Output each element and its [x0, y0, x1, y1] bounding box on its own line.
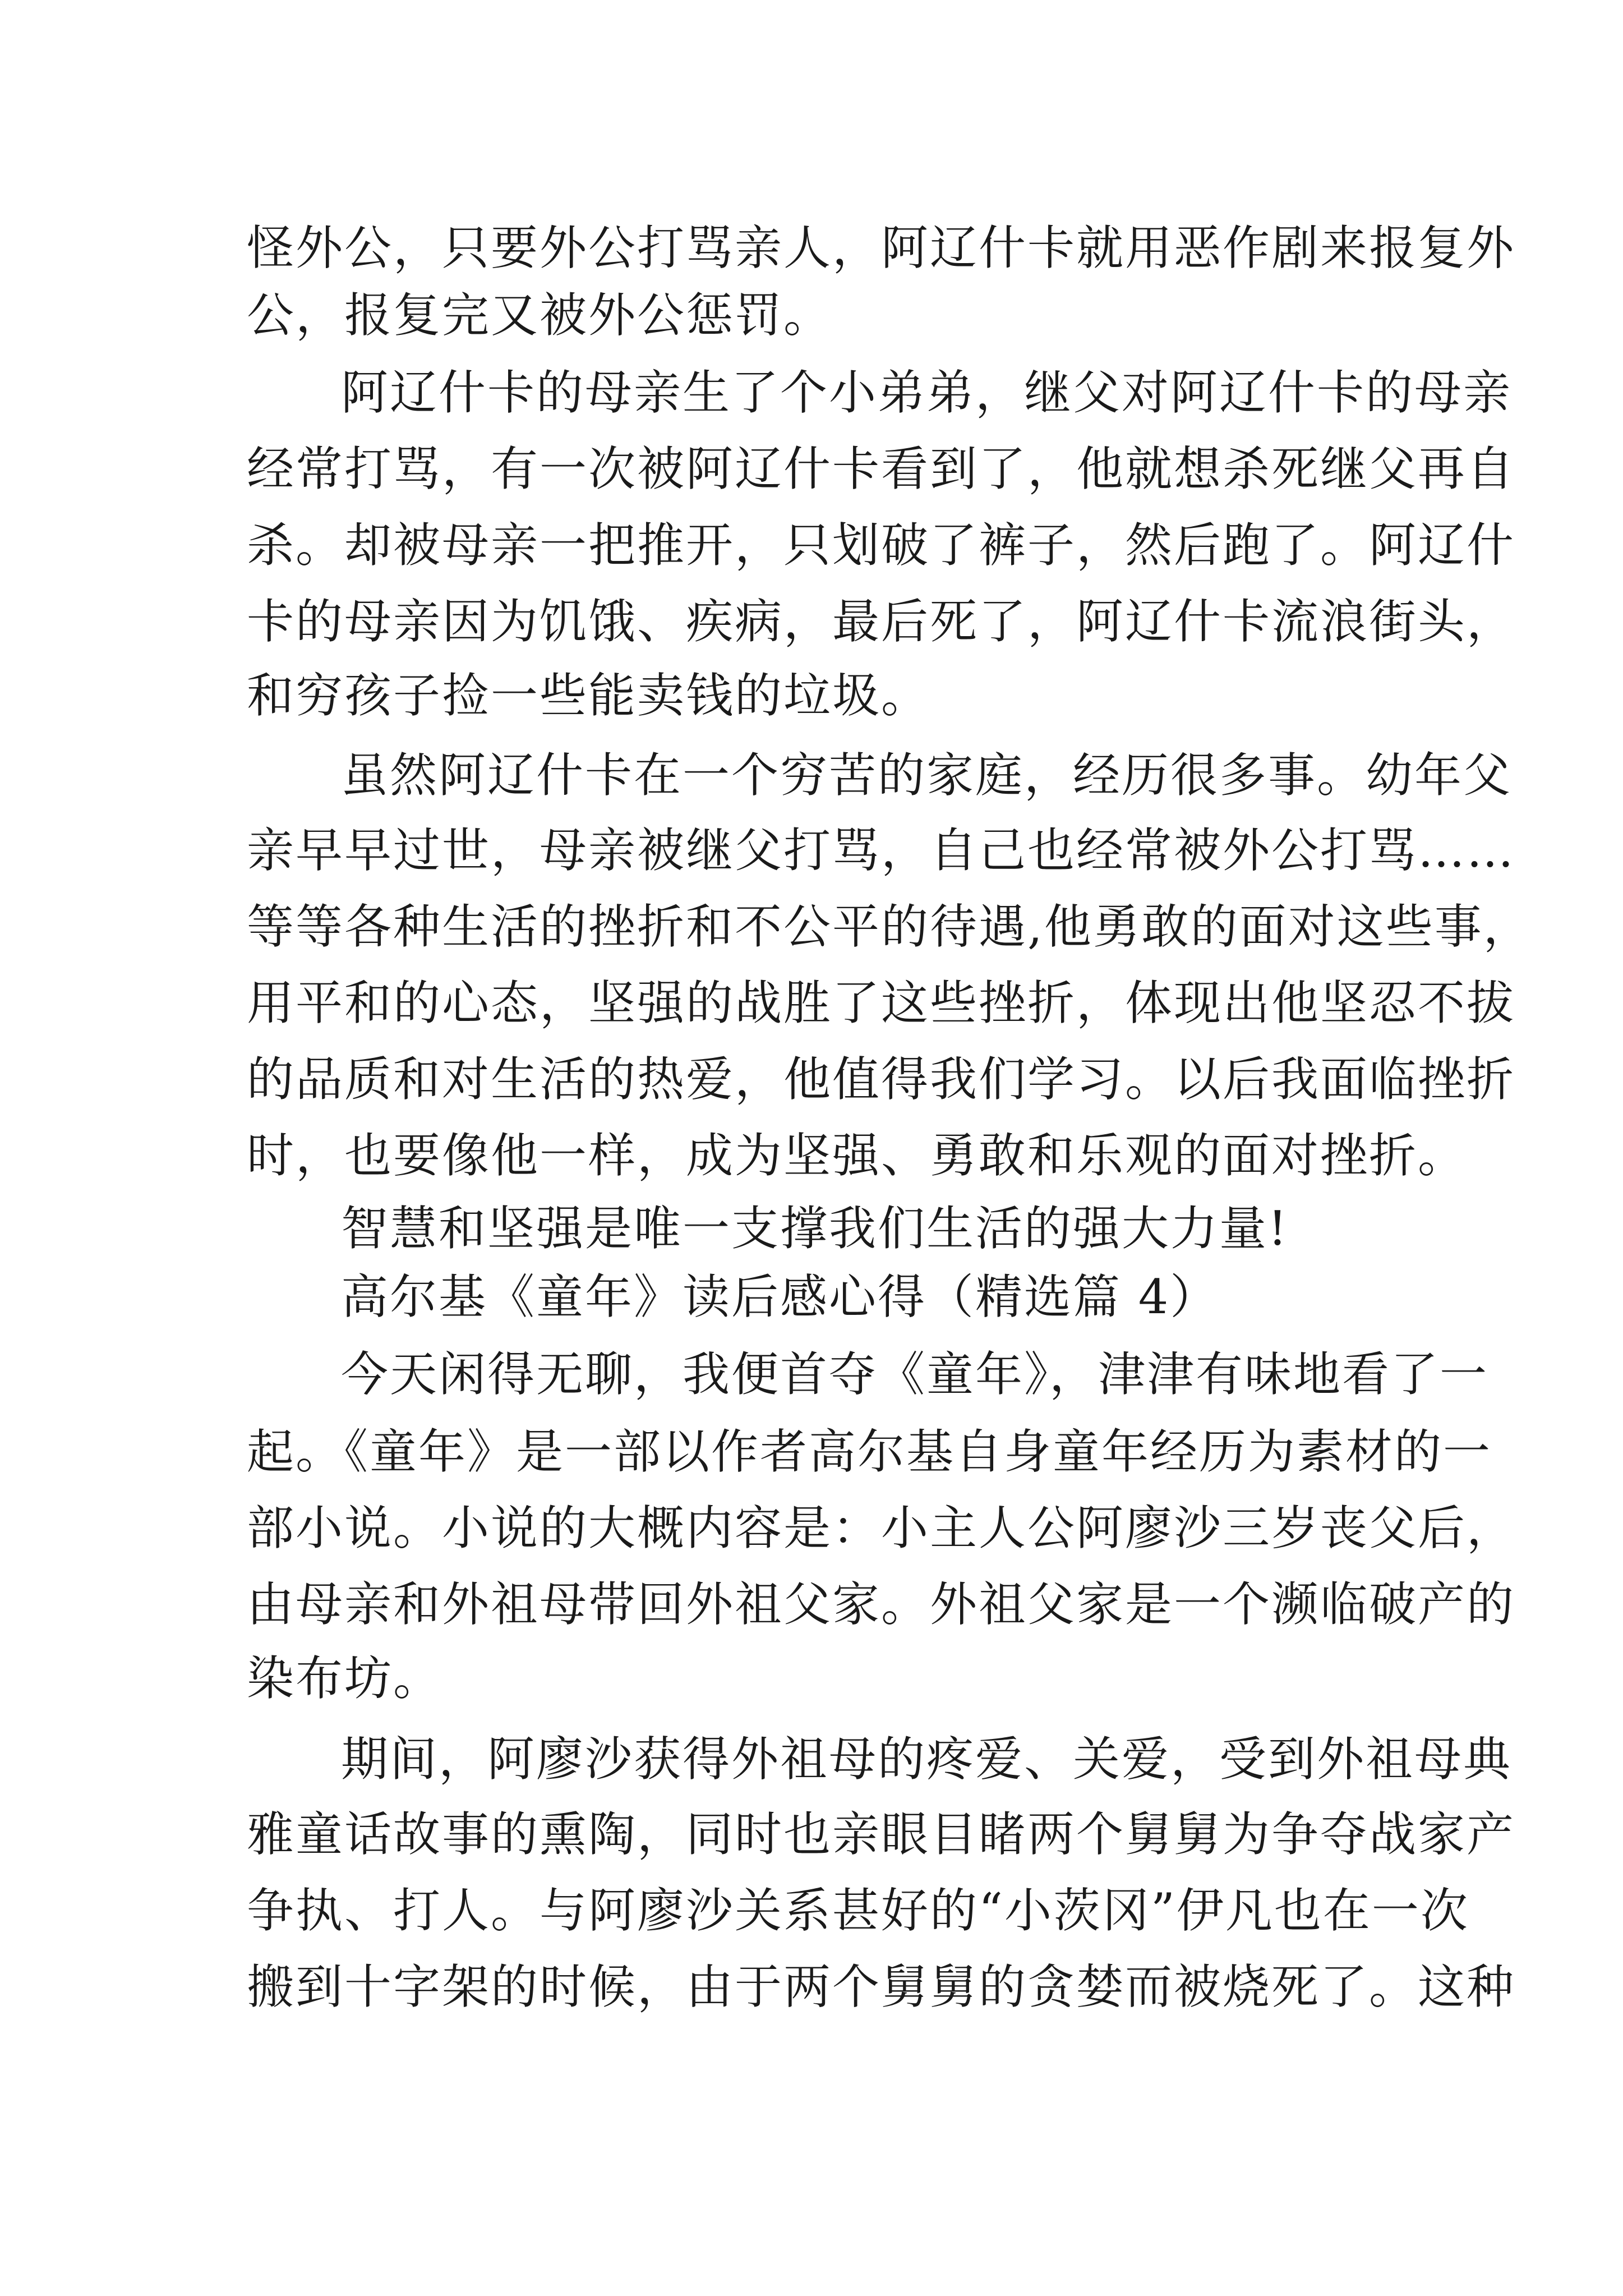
- paragraph-first-line: 智慧和坚强是唯一支撑我们生活的强大力量!: [341, 1201, 1289, 1256]
- text-line: 杀。却被母亲一把推开，只划破了裤子，然后跑了。阿辽什: [247, 518, 1516, 573]
- text-line: 争执、打人。与阿廖沙关系甚好的“小茨冈”伊凡也在一次: [247, 1883, 1469, 1938]
- text-line: 和穷孩子捡一些能卖钱的垃圾。: [247, 668, 930, 723]
- text-line: 部小说。小说的大概内容是：小主人公阿廖沙三岁丧父后，: [247, 1501, 1516, 1556]
- paragraph-first-line: 阿辽什卡的母亲生了个小弟弟，继父对阿辽什卡的母亲: [341, 365, 1513, 420]
- text-line: 搬到十字架的时候，由于两个舅舅的贪婪而被烧死了。这种: [247, 1959, 1516, 2014]
- paragraph-first-line: 虽然阿辽什卡在一个穷苦的家庭，经历很多事。幼年父: [341, 748, 1513, 803]
- text-line: 染布坊。: [247, 1651, 442, 1706]
- text-line: 由母亲和外祖母带回外祖父家。外祖父家是一个濒临破产的: [247, 1577, 1516, 1632]
- section-heading: 高尔基《童年》读后感心得（精选篇 4）: [341, 1269, 1219, 1324]
- text-line: 等等各种生活的挫折和不公平的待遇,他勇敢的面对这些事，: [247, 899, 1532, 954]
- text-line: 亲早早过世，母亲被继父打骂，自己也经常被外公打骂……: [247, 823, 1516, 878]
- text-line: 时，也要像他一样，成为坚强、勇敢和乐观的面对挫折。: [247, 1128, 1467, 1183]
- text-line: 经常打骂，有一次被阿辽什卡看到了，他就想杀死继父再自: [247, 441, 1516, 496]
- text-line: 卡的母亲因为饥饿、疾病，最后死了，阿辽什卡流浪街头，: [247, 594, 1516, 649]
- paragraph-first-line: 期间，阿廖沙获得外祖母的疼爱、关爱，受到外祖母典: [341, 1732, 1513, 1787]
- text-line: 用平和的心态，坚强的战胜了这些挫折，体现出他坚忍不拔: [247, 976, 1516, 1030]
- text-line: 起。《童年》是一部以作者高尔基自身童年经历为素材的一: [247, 1424, 1492, 1479]
- text-line: 公，报复完又被外公惩罚。: [247, 288, 833, 343]
- text-line: 怪外公，只要外公打骂亲人，阿辽什卡就用恶作剧来报复外: [247, 220, 1516, 275]
- text-line: 雅童话故事的熏陶，同时也亲眼目睹两个舅舅为争夺战家产: [247, 1807, 1516, 1862]
- paragraph-first-line: 今天闲得无聊，我便首夺《童年》，津津有味地看了一: [341, 1347, 1489, 1402]
- text-line: 的品质和对生活的热爱，他值得我们学习。以后我面临挫折: [247, 1052, 1516, 1107]
